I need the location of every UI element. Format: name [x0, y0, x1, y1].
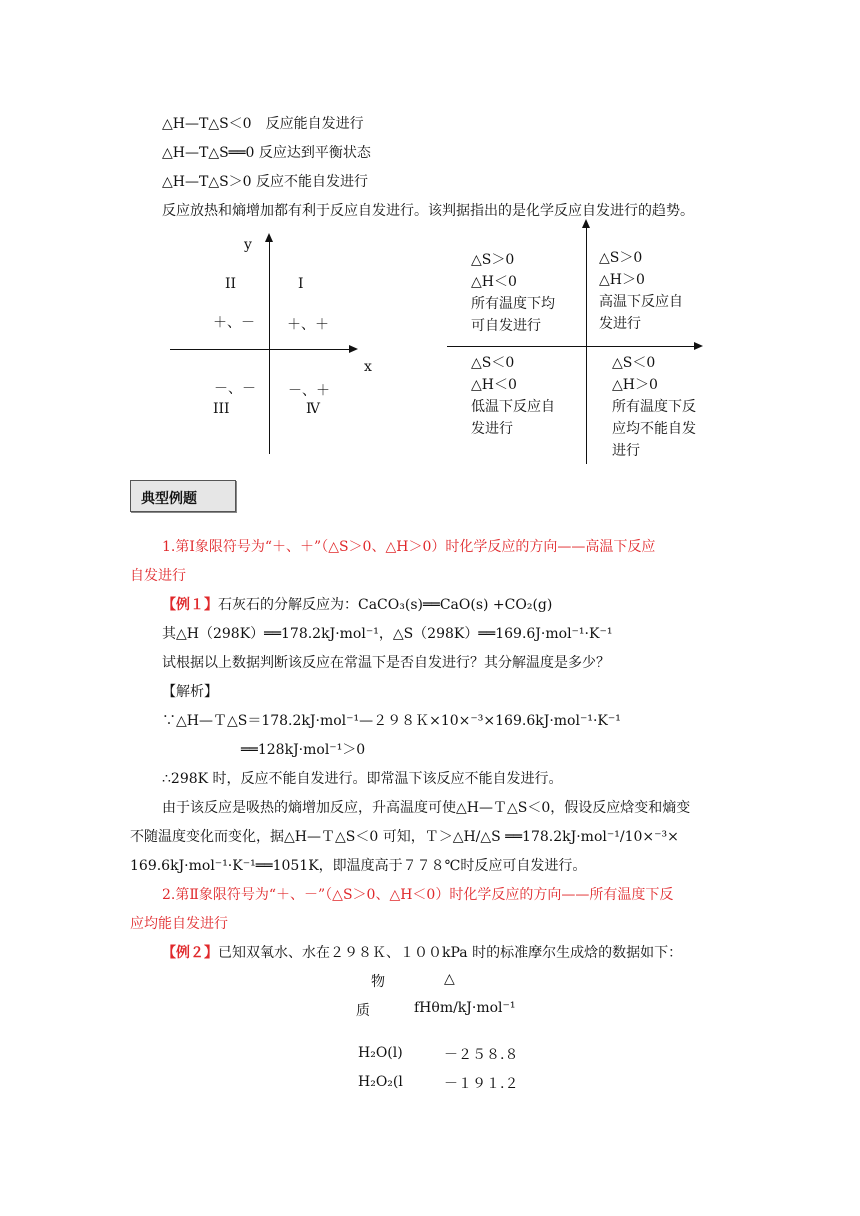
example-1-tag: 【例１】 [162, 597, 218, 613]
quadrant-3-numeral: III [213, 401, 230, 417]
quadrant-2-numeral: II [225, 276, 237, 292]
right-x-axis [447, 346, 695, 347]
analysis-label: 【解析】 [162, 684, 218, 700]
conclusion: ∴298K 时，反应不能自发进行。即常温下该反应不能自发进行。 [162, 771, 563, 787]
example-1-question: 试根据以上数据判断该反应在常温下是否自发进行？其分解温度是多少？ [162, 655, 610, 671]
right-quadrant-3-text: △S＜0 △H＜0 低温下反应自 发进行 [471, 355, 555, 437]
right-quadrant-2-text: △S＞0 △H＜0 所有温度下均 可自发进行 [471, 252, 555, 334]
left-x-label: x [364, 359, 372, 375]
quadrant-2-signs: ＋、－ [213, 315, 255, 331]
section-header [130, 480, 236, 512]
paragraph-line-3: 169.6kJ·mol⁻¹·K⁻¹══1051K，即温度高于７７８℃时反应可自发进行。 [130, 858, 587, 874]
calc-line-1: ∵△H—Ｔ△S＝178.2kJ·mol⁻¹—２９８Ｋ×10×⁻³×169.6kJ·mol⁻¹·K⁻¹ [162, 713, 621, 729]
rule-positive: △H—T△S＞0 反应不能自发进行 [162, 174, 369, 190]
calc-line-2: ══128kJ·mol⁻¹＞0 [241, 742, 366, 758]
right-quadrant-4-text: △S＜0 △H＞0 所有温度下反 应均不能自发 进行 [612, 355, 696, 459]
quadrant-1-signs: ＋、＋ [287, 317, 329, 333]
left-x-arrow [349, 345, 358, 353]
table-row-1-substance: H₂O(l) [358, 1045, 403, 1061]
table-header-col1-b: 质 [356, 1003, 370, 1019]
rule-zero: △H—T△S══0 反应达到平衡状态 [162, 145, 371, 161]
heading-quadrant-2: 2.第Ⅱ象限符号为“＋、－”（△S＞0、△H＜0）时化学反应的方向——所有温度下反 [162, 887, 674, 903]
example-2 [162, 942, 682, 962]
paragraph-line-1: 由于该反应是吸热的熵增加反应，升高温度可使△H—Ｔ△S＜0，假设反应焓变和熵变 [162, 800, 691, 816]
example-1-data: 其△H（298K）══178.2kJ·mol⁻¹，△S（298K）══169.6J·mol⁻¹·K⁻¹ [162, 626, 613, 642]
example-1 [162, 594, 552, 614]
paragraph-line-2: 不随温度变化而变化，据△H—Ｔ△S＜0 可知，Ｔ＞△H/△S ══178.2kJ·mol⁻¹/10×⁻³× [130, 829, 679, 845]
rule-negative: △H—T△S＜0 反应能自发进行 [162, 116, 364, 132]
left-y-label: y [244, 237, 252, 253]
quadrant-4-numeral: Ⅳ [306, 401, 320, 417]
right-y-arrow [582, 219, 590, 228]
section-title: 典型例题 [141, 491, 197, 507]
example-2-tag: 【例２】 [162, 945, 218, 961]
right-quadrant-1-text: △S＞0 △H＞0 高温下反应自 发进行 [599, 250, 683, 332]
table-row-1-value: －２５８.８ [444, 1047, 519, 1063]
left-x-axis [170, 349, 350, 350]
example-2-text: 已知双氧水、水在２９８Ｋ、１００kPa 时的标准摩尔生成焓的数据如下： [218, 945, 683, 961]
quadrant-4-signs: －、＋ [288, 383, 330, 399]
table-header-col2-b: fHθm/kJ·mol⁻¹ [414, 1000, 516, 1016]
table-row-2-value: －１９１.２ [444, 1076, 519, 1092]
left-y-arrow [265, 233, 273, 242]
quadrant-3-signs: －、－ [214, 381, 256, 397]
heading-quadrant-1-cont: 自发进行 [130, 568, 186, 584]
quadrant-1-numeral: I [298, 276, 304, 292]
right-x-arrow [694, 342, 703, 350]
heading-quadrant-1: 1.第Ⅰ象限符号为“＋、＋”（△S＞0、△H＞0）时化学反应的方向——高温下反应 [162, 539, 656, 555]
right-y-axis [586, 226, 587, 464]
example-1-text: 石灰石的分解反应为：CaCO₃(s)══CaO(s) +CO₂(g) [218, 597, 553, 613]
heading-quadrant-2-cont: 应均能自发进行 [130, 916, 228, 932]
table-row-2-substance: H₂O₂(l [358, 1074, 403, 1090]
table-header-col2-a: △ [444, 971, 455, 987]
table-header-col1-a: 物 [371, 974, 385, 990]
left-y-axis [269, 240, 270, 454]
rule-summary: 反应放热和熵增加都有利于反应自发进行。该判据指出的是化学反应自发进行的趋势。 [162, 203, 694, 219]
